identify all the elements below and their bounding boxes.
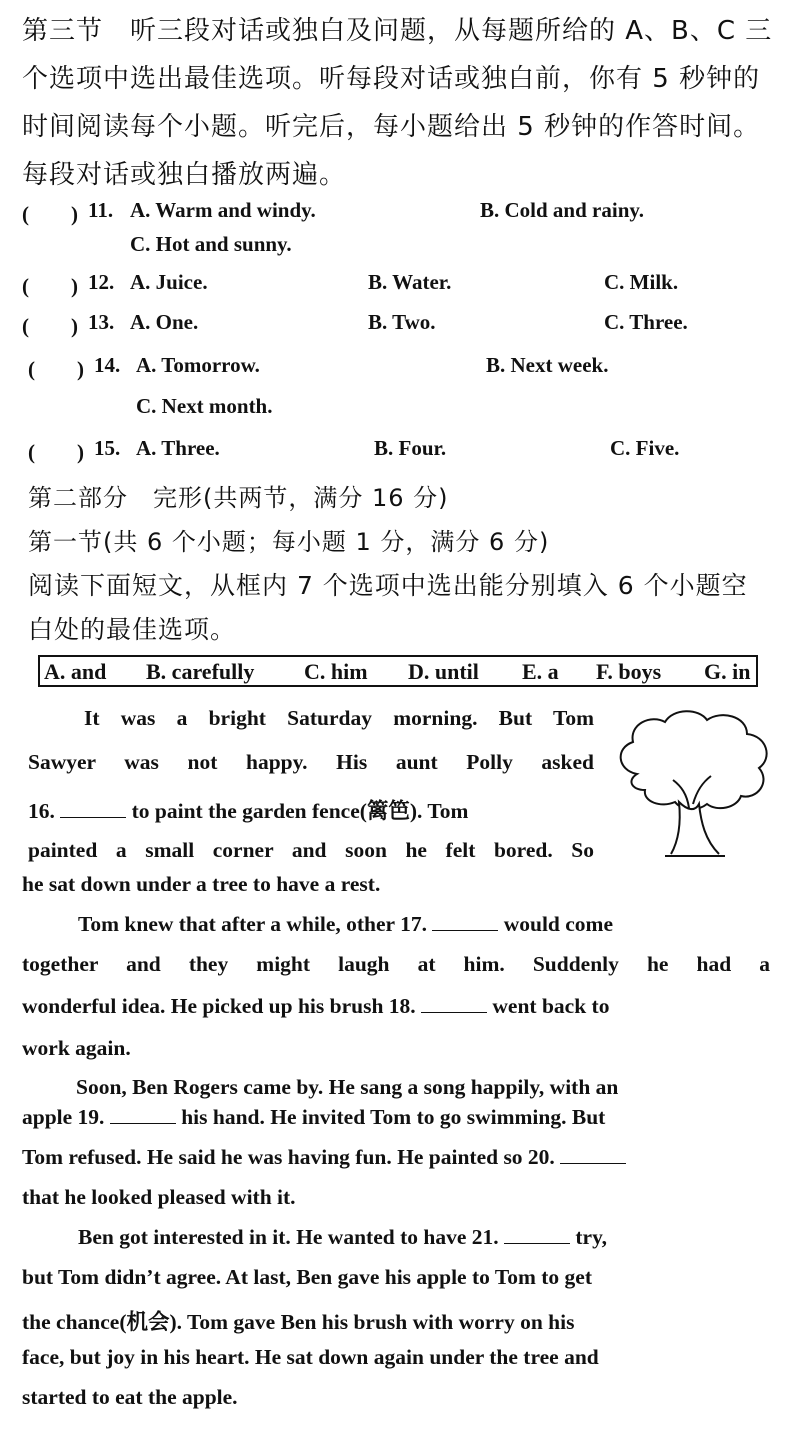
answer-paren-11[interactable]: ( ) [22, 202, 78, 226]
option-15-a: A. Three. [136, 436, 220, 460]
passage-line: painted a small corner and soon he felt bored. So [28, 838, 594, 862]
passage-line [22, 1105, 770, 1130]
part2-section1-title: 第一节(共 6 个小题；每小题 1 分，满分 6 分) [28, 528, 550, 556]
part2-title: 第二部分 完形(共两节，满分 16 分) [28, 484, 449, 512]
word-bank-option: F. boys [596, 659, 662, 684]
option-12-a: A. Juice. [130, 270, 208, 294]
passage-line [78, 912, 770, 937]
option-15-b: B. Four. [374, 436, 447, 460]
passage-line [28, 794, 594, 825]
option-14-c: C. Next month. [136, 394, 273, 418]
word-bank-box [38, 655, 758, 687]
section3-instruction-line: 时间阅读每个小题。听完后，每小题给出 5 秒钟的作答时间。 [22, 112, 761, 142]
blank-19[interactable] [110, 1107, 176, 1124]
word-bank-option: B. carefully [146, 659, 255, 684]
passage-text: would come [503, 912, 614, 936]
word-bank-option: A. and [44, 659, 107, 684]
passage-text: to paint the garden fence(篱笆). Tom [131, 799, 469, 823]
answer-paren-15[interactable]: ( ) [28, 440, 84, 464]
passage-text: his hand. He invited Tom to go swimming. But [181, 1105, 606, 1129]
passage-line [22, 994, 770, 1019]
passage-line: the chance(机会). Tom gave Ben his brush with worry on his [22, 1310, 575, 1334]
answer-paren-12[interactable]: ( ) [22, 274, 78, 298]
question-number-15: 15. [94, 436, 121, 460]
option-11-b: B. Cold and rainy. [480, 198, 644, 222]
passage-line: work again. [22, 1036, 131, 1060]
option-11-c: C. Hot and sunny. [130, 232, 292, 256]
passage-line: started to eat the apple. [22, 1385, 238, 1409]
option-12-c: C. Milk. [604, 270, 679, 294]
blank-number-16: 16. [28, 799, 55, 823]
option-13-c: C. Three. [604, 310, 688, 334]
option-14-a: A. Tomorrow. [136, 353, 260, 377]
passage-text: wonderful idea. He picked up his brush 18. [22, 994, 416, 1018]
option-14-b: B. Next week. [486, 353, 609, 377]
part2-instruction-line: 白处的最佳选项。 [28, 615, 237, 644]
word-bank-option: C. him [304, 659, 368, 684]
section3-instruction-line: 每段对话或独白播放两遍。 [22, 160, 347, 190]
passage-text: Tom refused. He said he was having fun. He painted so 20. [22, 1145, 555, 1169]
word-bank-option: E. a [522, 659, 559, 684]
passage-line: It was a bright Saturday morning. But Tom [84, 706, 594, 730]
section3-instruction-line: 个选项中选出最佳选项。听每段对话或独白前，你有 5 秒钟的 [22, 64, 761, 94]
passage-line: Sawyer was not happy. His aunt Polly asked [28, 750, 594, 774]
blank-20[interactable] [560, 1147, 626, 1164]
question-number-11: 11. [88, 198, 114, 222]
option-15-c: C. Five. [610, 436, 680, 460]
passage-line: face, but joy in his heart. He sat down again under the tree and [22, 1345, 599, 1369]
passage-text: try, [575, 1225, 608, 1249]
passage-text: Tom knew that after a while, other 17. [78, 912, 427, 936]
blank-18[interactable] [421, 996, 487, 1013]
tree-icon [607, 704, 775, 864]
part2-instruction-line: 阅读下面短文，从框内 7 个选项中选出能分别填入 6 个小题空 [28, 571, 748, 600]
answer-paren-14[interactable]: ( ) [28, 357, 84, 381]
word-bank-option: G. in [704, 659, 751, 684]
passage-line: but Tom didn’t agree. At last, Ben gave his apple to Tom to get [22, 1265, 593, 1289]
blank-16[interactable] [60, 801, 126, 818]
passage-text: Ben got interested in it. He wanted to have 21. [78, 1225, 499, 1249]
word-bank-option: D. until [408, 659, 479, 684]
passage-line [22, 1145, 770, 1170]
option-13-a: A. One. [130, 310, 199, 334]
passage-line: he sat down under a tree to have a rest. [22, 872, 381, 896]
option-11-a: A. Warm and windy. [130, 198, 316, 222]
passage-line [78, 1225, 770, 1250]
passage-line: together and they might laugh at him. Suddenly he had a [22, 952, 770, 976]
blank-17[interactable] [432, 914, 498, 931]
passage-text: went back to [492, 994, 610, 1018]
option-12-b: B. Water. [368, 270, 452, 294]
option-13-b: B. Two. [368, 310, 436, 334]
passage-line: that he looked pleased with it. [22, 1185, 296, 1209]
question-number-13: 13. [88, 310, 115, 334]
question-number-14: 14. [94, 353, 121, 377]
passage-line: Soon, Ben Rogers came by. He sang a song happily, with an [76, 1075, 619, 1099]
passage-text: apple 19. [22, 1105, 105, 1129]
section3-instruction-line: 第三节 听三段对话或独白及问题，从每题所给的 A、B、C 三 [22, 16, 773, 46]
blank-21[interactable] [504, 1227, 570, 1244]
answer-paren-13[interactable]: ( ) [22, 314, 78, 338]
question-number-12: 12. [88, 270, 115, 294]
